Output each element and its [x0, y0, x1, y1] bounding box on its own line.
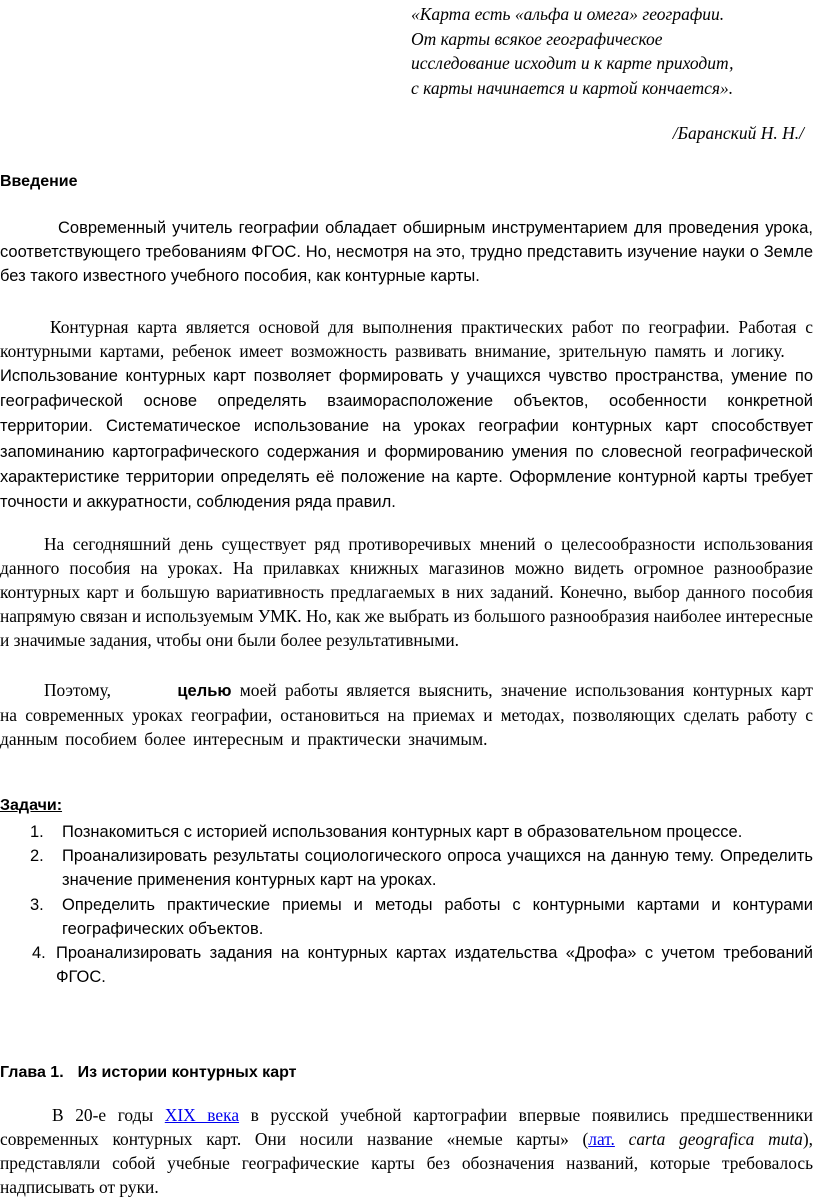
task-number: 3.	[30, 895, 44, 914]
goal-paragraph	[0, 678, 813, 751]
chapter-text-end: ), представляли собой учебные географические карты без обозначения названий, которые требовалось надписывать от руки.	[0, 1129, 813, 1197]
chapter-text-start: В 20-е годы	[52, 1105, 154, 1125]
century-link[interactable]: XIX века	[164, 1105, 240, 1125]
task-number: 4.	[32, 944, 46, 963]
intro-paragraph-2	[0, 315, 813, 514]
intro-paragraph-2-part-a: Контурная карта является основой для выполнения практических работ по географии. Работая с контурными картами, ребенок имеет возможность развивать внимание, зрительную память и логику.	[0, 317, 813, 361]
chapter-heading	[0, 1064, 296, 1082]
latin-link[interactable]: лат.	[588, 1129, 615, 1149]
goal-paragraph-rest: моей работы является выяснить, значение использования контурных карт на современных уроках географии, остановиться на приемах и методах, позволяющих сделать работу с данным пособием более интересным и практически значимым.	[0, 680, 814, 749]
intro-heading: Введение	[0, 173, 78, 190]
task-item	[0, 893, 813, 941]
epigraph-line: От карты всякое географическое	[411, 28, 663, 49]
intro-paragraph-3: На сегодняшний день существует ряд противоречивых мнений о целесообразности использования данного пособия на уроках. На прилавках книжных магазинов можно видеть огромное разнообразие контурных карт и большую вариативность предлагаемых в них заданий. Конечно, выбор данного пособия напрямую связан и используемым УМК. Но, как же выбрать из большого разнообразия наиболее интересные и значимые задания, чтобы они были более результативными.	[0, 534, 813, 650]
task-item	[0, 820, 813, 844]
epigraph-line: с карты начинается и картой кончается».	[411, 77, 734, 98]
goal-keyword: целью	[177, 682, 232, 700]
chapter-number: Глава 1.	[0, 1064, 64, 1081]
epigraph-line: «Карта есть «альфа и омега» географии.	[411, 4, 725, 24]
latin-term: carta geografica muta	[628, 1129, 803, 1149]
tasks-list	[0, 820, 813, 989]
chapter-title: Из истории контурных карт	[77, 1064, 297, 1081]
intro-paragraph-2-part-b: Использование контурных карт позволяет формировать у учащихся чувство пространства, умение по географической основе определять взаиморасположение объектов, особенности конкретной территории. Систематическое использование на уроках географии контурных карт способствует запоминанию картографического содержания и формированию умения по словесной географической характеристике территории определять её положение на карте. Оформление контурной карты требует точности и аккуратности, соблюдения ряда правил.	[0, 367, 813, 512]
intro-paragraph-1: Современный учитель географии обладает обширным инструментарием для проведения урока, соответствующего требованиям ФГОС. Но, несмотря на это, трудно представить изучение науки о Земле без такого известного учебного пособия, как контурные карты.	[0, 219, 813, 286]
task-number: 2.	[30, 847, 44, 866]
epigraph-author: /Баранский Н. Н./	[672, 123, 804, 143]
chapter-paragraph	[0, 1103, 813, 1199]
task-number: 1.	[30, 823, 44, 841]
goal-paragraph-start: Поэтому,	[44, 680, 111, 700]
task-text: Определить практические приемы и методы работы с контурными картами и контурами географических объектов.	[62, 895, 813, 938]
epigraph-line: исследование исходит и к карте приходит,	[411, 53, 734, 73]
task-text: Проанализировать результаты социологического опроса учащихся на данную тему. Определить значение применения контурных карт на уроках.	[62, 847, 813, 890]
chapter-text-middle: в русской учебной картографии впервые появились предшественники современных контурных карт. Они носили название «немые карты» (	[0, 1105, 813, 1149]
task-text: Познакомиться с историей использования контурных карт в образовательном процессе.	[62, 823, 743, 841]
epigraph	[411, 2, 811, 100]
task-item	[0, 941, 813, 989]
task-text: Проанализировать задания на контурных картах издательства «Дрофа» с учетом требований ФГОС.	[56, 944, 813, 987]
task-item	[0, 844, 813, 892]
tasks-heading: Задачи:	[0, 797, 63, 814]
